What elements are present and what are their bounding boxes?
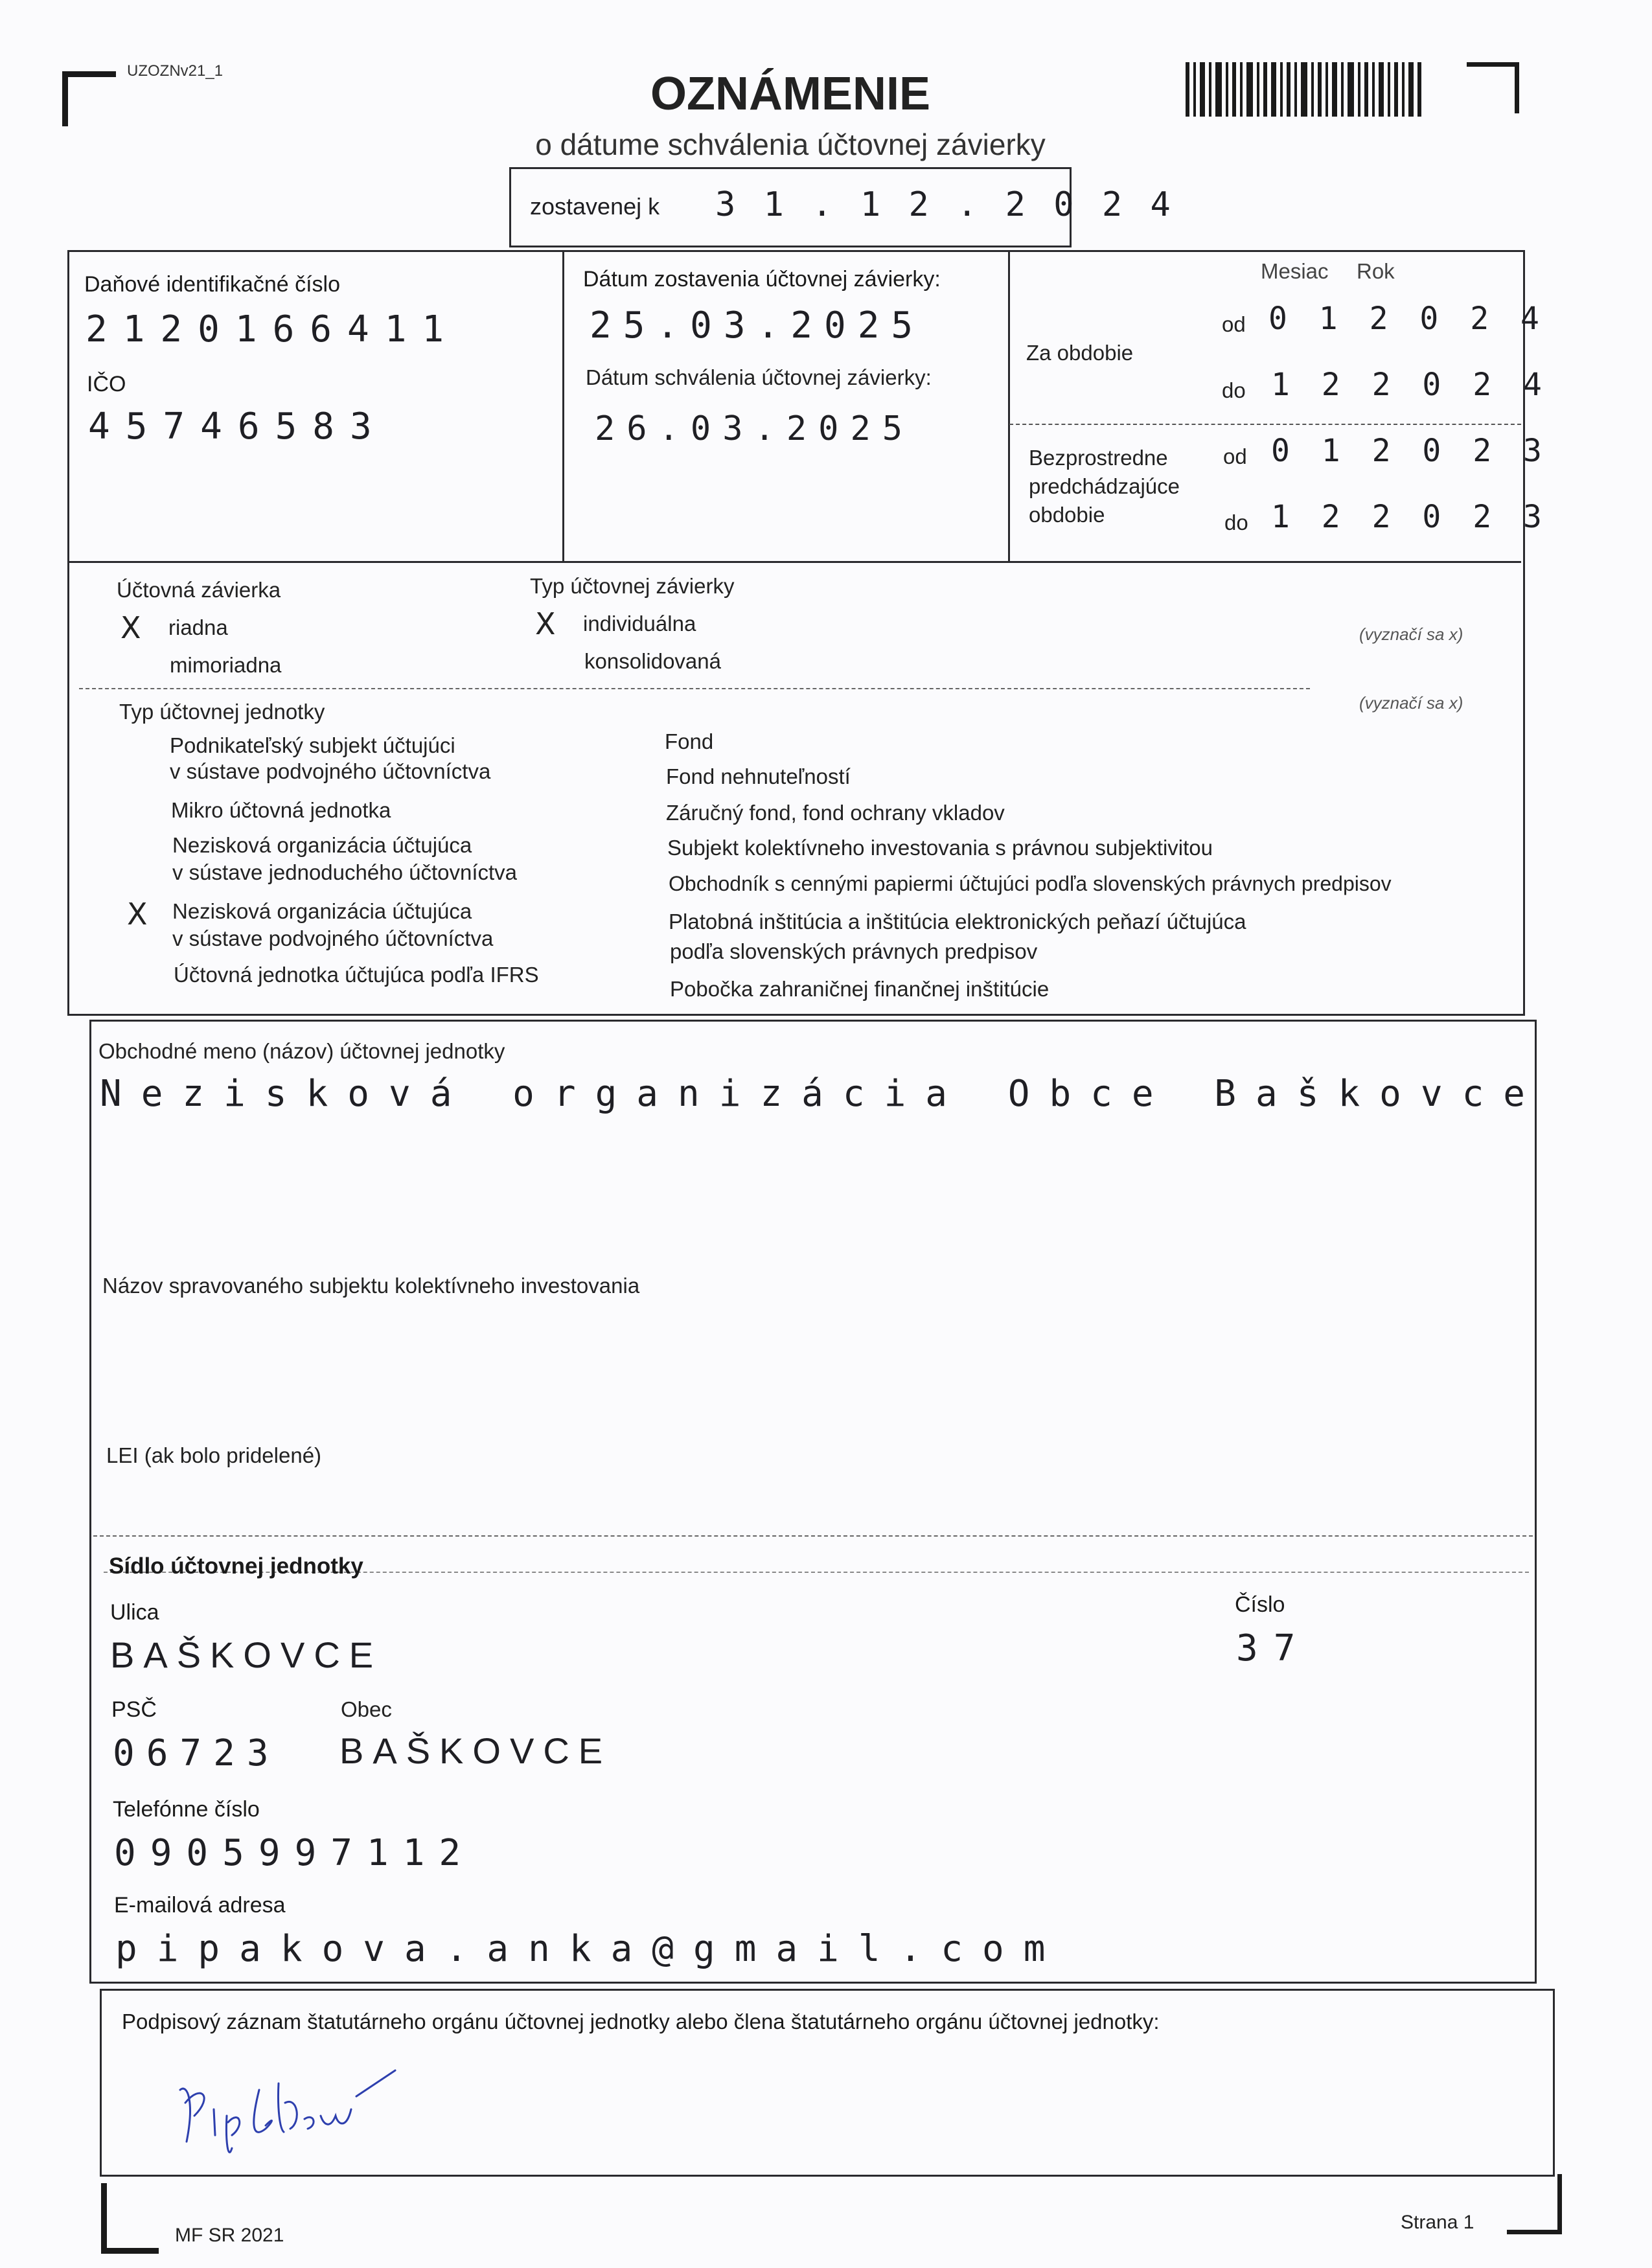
closing-label: Účtovná závierka: [117, 578, 281, 602]
compiled-on-value: 25.03.2025: [590, 304, 925, 347]
city-value: BAŠKOVCE: [339, 1730, 612, 1771]
closing-regular-mark: X: [120, 610, 141, 645]
entity-left-7: Účtovná jednotka účtujúca podľa IFRS: [174, 963, 539, 987]
signature-image: [168, 2064, 408, 2161]
closing-individual-option: individuálna: [583, 612, 696, 636]
compiled-date-value: 3 1 . 1 2 . 2 0 2 4: [715, 185, 1175, 224]
closing-mark-note: (vyznačí sa x): [1359, 624, 1463, 644]
entity-right-1: Fond nehnuteľností: [666, 764, 851, 788]
psc-label: PSČ: [111, 1697, 157, 1722]
corner-mark-bottom-right: [1507, 2174, 1562, 2234]
entity-type-mark-note: (vyznačí sa x): [1359, 693, 1463, 713]
footer-page-number: Strana 1: [1401, 2212, 1474, 2233]
prev-period-label-1: Bezprostredne: [1029, 446, 1168, 470]
entity-left-1: v sústave podvojného účtovníctva: [170, 759, 491, 783]
current-to-label: do: [1222, 378, 1246, 402]
month-label: Mesiac: [1261, 259, 1329, 283]
compiled-on-label: Dátum zostavenia účtovnej závierky:: [583, 267, 941, 292]
closing-consolidated-option: konsolidovaná: [584, 649, 721, 673]
barcode-image: [1186, 62, 1421, 117]
page-subtitle: o dátume schválenia účtovnej závierky: [535, 128, 1046, 161]
entity-right-6: podľa slovenských právnych predpisov: [670, 939, 1038, 963]
prev-from-label: od: [1223, 444, 1247, 468]
entity-right-3: Subjekt kolektívneho investovania s právnou subjektivitou: [667, 836, 1213, 860]
corner-mark-top-right: [1467, 62, 1519, 113]
address-section-label: Sídlo účtovnej jednotky: [109, 1553, 363, 1579]
form-code: UZOZNv21_1: [127, 62, 224, 80]
current-period-label: Za obdobie: [1026, 341, 1134, 365]
divider-top-row: [69, 561, 1521, 563]
closing-type-label: Typ účtovnej závierky: [530, 574, 735, 598]
year-label: Rok: [1357, 259, 1395, 283]
business-name-value: Nezisková organizácia Obce Baškovce: [100, 1073, 1545, 1115]
compiled-date-label: zostavenej k: [530, 193, 660, 220]
entity-left-2: Mikro účtovná jednotka: [171, 798, 391, 822]
dic-label: Daňové identifikačné číslo: [84, 272, 341, 297]
psc-value: 06723: [113, 1732, 281, 1774]
prev-period-label-2: predchádzajúce: [1029, 474, 1180, 498]
entity-left-6: v sústave podvojného účtovníctva: [172, 926, 494, 950]
prev-from-value: 0 1 2 0 2 3: [1271, 433, 1548, 469]
street-value: BAŠKOVCE: [110, 1634, 383, 1675]
business-name-label: Obchodné meno (názov) účtovnej jednotky: [98, 1039, 505, 1063]
ico-value: 45746583: [88, 406, 387, 448]
divider-ids: [562, 251, 564, 561]
closing-extraordinary-option: mimoriadna: [170, 653, 282, 677]
signature-label: Podpisový záznam štatutárneho orgánu účtovnej jednotky alebo člena štatutárneho orgánu účtovnej jednotky:: [122, 2010, 1160, 2033]
entity-right-5: Platobná inštitúcia a inštitúcia elektronických peňazí účtujúca: [669, 910, 1246, 934]
closing-individual-mark: X: [535, 606, 556, 641]
approved-on-value: 26.03.2025: [595, 409, 915, 448]
entity-left-3: Nezisková organizácia účtujúca: [172, 833, 472, 857]
divider-dates: [1008, 251, 1010, 561]
prev-to-label: do: [1224, 510, 1248, 534]
footer-issuer: MF SR 2021: [175, 2225, 284, 2246]
divider-period: [1009, 424, 1521, 425]
street-label: Ulica: [110, 1600, 159, 1625]
closing-regular-option: riadna: [168, 615, 228, 639]
entity-left-5: Nezisková organizácia účtujúca: [172, 899, 472, 923]
email-label: E-mailová adresa: [114, 1893, 286, 1918]
lei-label: LEI (ak bolo pridelené): [106, 1443, 322, 1467]
fund-name-label: Názov spravovaného subjektu kolektívneho investovania: [102, 1274, 640, 1298]
house-number-value: 37: [1236, 1627, 1311, 1669]
entity-left-0: Podnikateľský subjekt účtujúci: [170, 733, 455, 757]
divider-closing: [79, 688, 1310, 689]
email-value: pipakova.anka@gmail.com: [115, 1928, 1065, 1970]
house-number-label: Číslo: [1235, 1592, 1285, 1617]
corner-mark-bottom-left: [101, 2183, 159, 2254]
entity-right-0: Fond: [665, 729, 714, 753]
entity-right-2: Záručný fond, fond ochrany vkladov: [666, 801, 1005, 825]
page-title: OZNÁMENIE: [650, 68, 930, 120]
entity-left-4: v sústave jednoduchého účtovníctva: [172, 860, 518, 884]
city-label: Obec: [341, 1697, 392, 1721]
entity-right-7: Pobočka zahraničnej finančnej inštitúcie: [670, 977, 1050, 1001]
current-from-value: 0 1 2 0 2 4: [1268, 301, 1546, 337]
phone-label: Telefónne číslo: [113, 1797, 260, 1822]
corner-mark-top-left: [62, 71, 116, 126]
dic-value: 2120166411: [86, 308, 460, 350]
approved-on-label: Dátum schválenia účtovnej závierky:: [586, 365, 932, 389]
ico-label: IČO: [87, 372, 126, 396]
entity-type-label: Typ účtovnej jednotky: [119, 700, 325, 724]
prev-to-value: 1 2 2 0 2 3: [1271, 499, 1548, 535]
entity-right-4: Obchodník s cennými papiermi účtujúci podľa slovenských právnych predpisov: [669, 872, 1392, 895]
phone-value: 0905997112: [114, 1832, 476, 1874]
divider-business: [93, 1535, 1533, 1537]
current-from-label: od: [1222, 312, 1246, 336]
current-to-value: 1 2 2 0 2 4: [1271, 367, 1548, 403]
prev-period-label-3: obdobie: [1029, 503, 1105, 527]
entity-nonprofit-double-entry-mark: X: [127, 897, 148, 932]
